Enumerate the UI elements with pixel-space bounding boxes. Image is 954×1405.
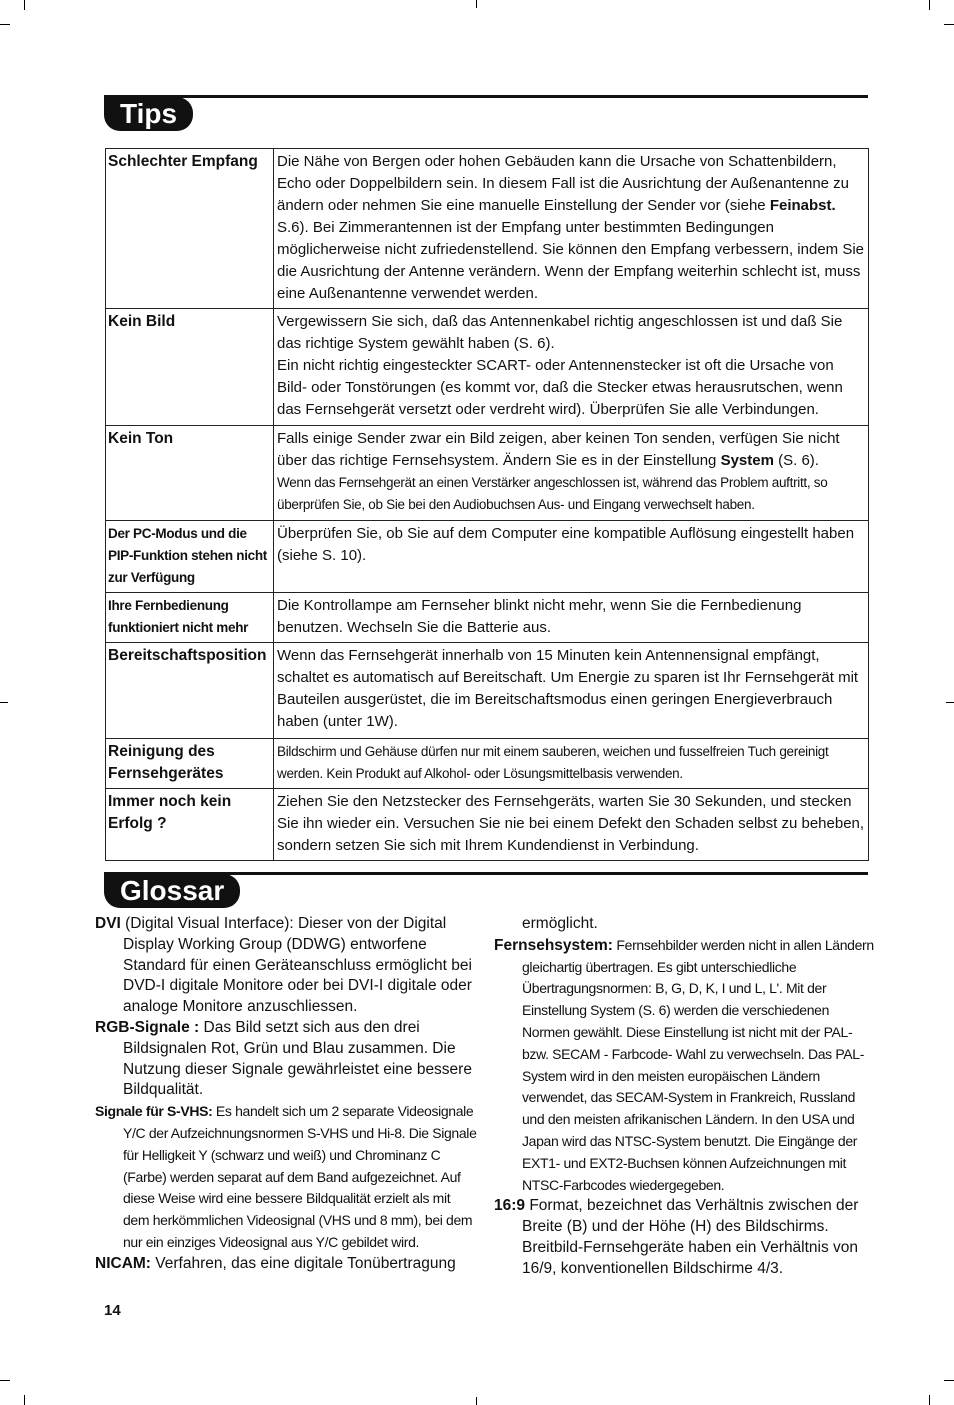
text-part: Vergewissern Sie sich, daß das Antennenkabel richtig angeschlossen ist und daß Sie das richtige System gewählt haben (S. 6). [277,313,843,352]
row-text: Bildschirm und Gehäuse dürfen nur mit einem sauberen, weichen und fusselfreien Tuch gereinigt werden. Kein Produkt auf Alkohol- oder Lösungsmittelbasis verwenden. [274,739,869,789]
table-row [106,643,869,739]
row-label: Schlechter Empfang [106,149,274,309]
glossar-definition: (Digital Visual Interface): Dieser von der Digital Display Working Group (DDWG) entworfene Standard für einen Geräteanschluss ermöglicht bei DVD-I digitale Monitore oder bei DVI-I digitale oder analoge Monitore anzuschliessen. [120,915,472,1016]
row-label: Ihre Fernbedienung funktioniert nicht mehr [106,593,274,643]
header-rule [104,95,868,98]
glossar-term: NICAM: [95,1254,151,1272]
glossar-entry-svhs [95,1101,479,1254]
table-row [106,521,869,593]
crop-mark [944,1380,954,1381]
row-label: Kein Ton [106,426,274,521]
row-label: Reinigung des Fernsehgerätes [106,739,274,789]
glossar-definition: Format, bezeichnet das Verhältnis zwischen der Breite (B) und der Höhe (H) des Bildschirms. Breitbild-Fernsehgeräte haben ein Verhältnis von 16/9, konventionellen Bildschirme 4/3. [522,1197,859,1277]
glossar-entry-dvi [95,914,479,1018]
table-row [106,789,869,861]
crop-mark [946,702,954,703]
glossar-entry-nicam [95,1254,479,1275]
table-row [106,309,869,426]
table-row [106,593,869,643]
row-text [274,309,869,426]
glossar-definition: Verfahren, das eine digitale Tonübertragung [150,1254,456,1272]
glossar-term: Signale für S-VHS: [95,1103,213,1120]
text-part: Falls einige Sender zwar ein Bild zeigen, aber keinen Ton senden, verfügen Sie nicht über das richtige Fernsehsystem. Ändern Sie es in der Einstellung [277,430,840,469]
text-part: (S. 6). [773,452,819,469]
table-row [106,149,869,309]
glossar-term: DVI [95,915,121,932]
crop-mark [0,702,8,703]
row-text [274,149,869,309]
glossar-continuation: ermöglicht. [522,915,598,932]
glossar-definition: Fernsehbilder werden nicht in allen Ländern gleichartig übertragen. Es gibt unterschiedliche Übertragungsnormen: B, G, D, K, I und L, L'. Mit der Einstellung System (S. 6) werden die verschiedenen Normen gewählt. Diese Einstellung ist nicht mit der PAL- bzw. SECAM - Farbcode- Wahl zu verwechseln. Das PAL-System wird in den meisten europäischen Ländern verwendet, das SECAM-System in Frankreich, Russland und den meisten afrikanischen Ländern. In den USA und Japan wird das NTSC-System benutzt. Die Eingänge der EXT1- und EXT2-Buchsen können Aufzeichnungen mit NTSC-Farbcodes wiedergegeben. [522,936,874,1193]
row-label: Bereitschaftsposition [106,643,274,739]
text-bold: System [720,452,774,469]
crop-mark [0,24,10,25]
tips-title: Tips [104,97,193,131]
crop-mark [24,0,25,10]
glossar-entry-rgb [95,1018,479,1101]
tips-table [105,148,869,861]
glossar-definition: Das Bild setzt sich aus den drei Bildsignalen Rot, Grün und Blau zusammen. Die Nutzung dieser Signale gewährleistet eine bessere Bildqualität. [123,1018,472,1099]
row-label: Kein Bild [106,309,274,426]
text-bold: Feinabst. [769,197,836,214]
glossar-entry-16-9 [494,1196,878,1279]
crop-mark [24,1395,25,1405]
row-label: Der PC-Modus und die PIP-Funktion stehen nicht zur Verfügung [106,521,274,593]
row-text: Überprüfen Sie, ob Sie auf dem Computer eine kompatible Auflösung eingestellt haben (siehe S. 10). [274,521,869,593]
row-text: Wenn das Fernsehgerät innerhalb von 15 Minuten kein Antennensignal empfängt, schaltet es automatisch auf Bereitschaft. Um Energie zu sparen ist Ihr Fernsehgerät mit Bauteilen ausgerüstet, die im Bereitschaftsmodus einen geringen Energieverbrauch haben (unter 1W). [274,643,869,739]
glossar-column-right [494,914,878,1280]
table-row [106,739,869,789]
text-part: Die Nähe von Bergen oder hohen Gebäuden kann die Ursache von Schattenbildern, Echo oder Doppelbildern sein. In diesem Fall ist die Ausrichtung der Außenantenne zu ändern oder nehmen Sie eine manuelle Einstellung der Sender vor (siehe [277,153,850,214]
crop-mark [476,1397,477,1405]
text-part: Ein nicht richtig eingesteckter SCART- oder Antennenstecker ist oft die Ursache von Bild- oder Tonstörungen (es kommt vor, daß die Stecker etwas herausrutschen, wenn das Fernsehgerät versetzt oder verdreht wird). Überprüfen Sie alle Verbindungen. [277,357,843,418]
page-number: 14 [104,1302,121,1319]
crop-mark [944,24,954,25]
glossar-definition: Es handelt sich um 2 separate Videosignale Y/C der Aufzeichnungsnormen S-VHS und Hi-8. Die Signale für Helligkeit Y (schwarz und weiß) und Chrominanz C (Farbe) werden separat auf dem Band aufgezeichnet. Auf diese Weise wird eine bessere Bildqualität erzielt als mit dem herkömmlichen Videosignal (VHS und 8 mm), bei dem nur ein einziges Videosignal aus Y/C gebildet wird. [123,1103,477,1250]
text-part: S.6). Bei Zimmerantennen ist der Empfang unter bestimmten Bedingungen möglicherweise nicht zufriedenstellend. Sie können den Empfang verbessern, indem Sie die Ausrichtung der Antenne verändern. Wenn der Empfang weiterhin schlecht ist, muss eine Außenantenne verwendet werden. [277,219,864,302]
text-part: Wenn das Fernsehgerät an einen Verstärker angeschlossen ist, während das Problem auftritt, so überprüfen Sie, ob Sie bei den Audiobuchsen Aus- und Eingang verwechselt haben. [277,475,828,512]
glossar-term: RGB-Signale : [95,1018,200,1036]
crop-mark [929,1395,930,1405]
row-text: Ziehen Sie den Netzstecker des Fernsehgeräts, warten Sie 30 Sekunden, und stecken Sie ihn wieder ein. Versuchen Sie nie bei einem Defekt den Schaden selbst zu beheben, sondern setzen Sie sich mit Ihrem Kundendienst in Verbindung. [274,789,869,861]
crop-mark [476,0,477,8]
row-label: Immer noch kein Erfolg ? [106,789,274,861]
glossar-term: 16:9 [494,1197,526,1215]
crop-mark [0,1380,10,1381]
glossar-title: Glossar [104,874,240,908]
glossar-term: Fernsehsystem: [494,936,613,954]
row-text: Die Kontrollampe am Fernseher blinkt nicht mehr, wenn Sie die Fernbedienung benutzen. Wechseln Sie die Batterie aus. [274,593,869,643]
table-row [106,426,869,521]
crop-mark [929,0,930,10]
glossar-column-left [95,914,479,1275]
row-text [274,426,869,521]
glossar-entry-fernsehsystem [494,935,878,1197]
